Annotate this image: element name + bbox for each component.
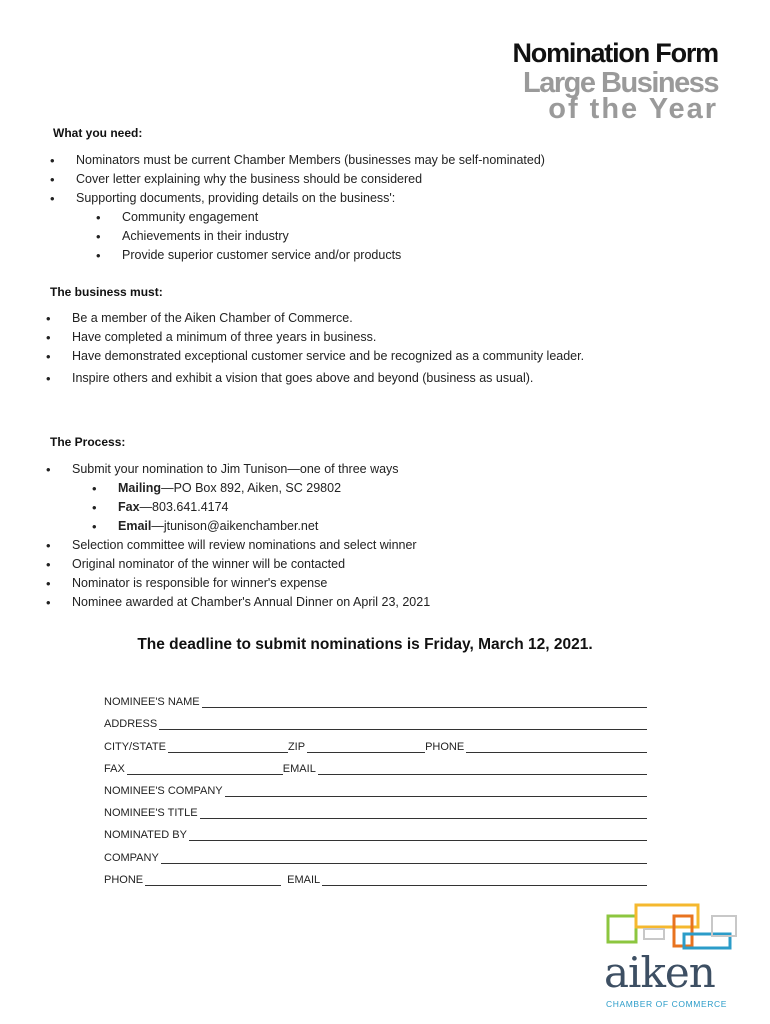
nominee-title-row — [104, 797, 647, 819]
list-item: • Nominator is responsible for winner's expense — [46, 574, 666, 593]
city-state-label: CITY/STATE — [104, 740, 166, 753]
way-label: Mailing — [118, 481, 162, 495]
list-item-text: Submit your nomination to Jim Tunison—one of three ways — [72, 462, 399, 476]
phone-field[interactable] — [466, 741, 647, 753]
email-field[interactable] — [318, 763, 647, 775]
address-row — [104, 708, 647, 730]
nominee-company-label: NOMINEE'S COMPANY — [104, 784, 223, 797]
nominated-by-field[interactable] — [189, 829, 647, 841]
company-label: COMPANY — [104, 851, 159, 864]
business-must-heading: The business must: — [50, 285, 163, 299]
what-you-need-heading: What you need: — [53, 126, 143, 140]
address-field[interactable] — [159, 718, 647, 730]
list-item-text: Supporting documents, providing details on the business': — [76, 191, 396, 205]
list-item: • Have completed a minimum of three years in business. — [46, 328, 616, 347]
list-item: • Nominee awarded at Chamber's Annual Dinner on April 23, 2021 — [46, 593, 666, 612]
nominee-name-row — [104, 686, 647, 708]
nominated-by-row — [104, 819, 647, 841]
list-item: • Have demonstrated exceptional customer service and be recognized as a community leader. — [46, 347, 616, 366]
sub-list-item: • Achievements in their industry — [96, 227, 670, 246]
fax-label: FAX — [104, 762, 125, 775]
email-label: EMAIL — [282, 762, 316, 775]
title-block — [512, 38, 719, 125]
way-value: —PO Box 892, Aiken, SC 29802 — [161, 481, 342, 495]
nominee-title-field[interactable] — [200, 807, 647, 819]
sub-list-item-email — [92, 517, 666, 536]
list-item: • Inspire others and exhibit a vision that goes above and beyond (business as usual). — [46, 369, 616, 388]
sub-list-item-fax — [92, 498, 666, 517]
nominated-by-label: NOMINATED BY — [104, 829, 187, 842]
nominee-title-label: NOMINEE'S TITLE — [104, 807, 198, 820]
way-label: Email — [118, 519, 152, 533]
list-item: • Selection committee will review nominations and select winner — [46, 536, 666, 555]
list-item — [50, 189, 670, 265]
logo-tagline: CHAMBER OF COMMERCE — [606, 999, 727, 1009]
company-row — [104, 841, 647, 863]
way-label: Fax — [118, 500, 140, 514]
list-item: • Cover letter explaining why the business should be considered — [50, 170, 670, 189]
list-item — [46, 460, 666, 536]
phone-email-row — [104, 864, 647, 886]
phone-label: PHONE — [425, 740, 465, 753]
fax-email-row — [104, 753, 647, 775]
award-name-line2: of the Year — [548, 93, 718, 125]
nominator-phone-field[interactable] — [145, 874, 281, 886]
supporting-docs-sublist — [76, 208, 670, 265]
what-you-need-list — [50, 151, 670, 265]
nomination-fields — [104, 686, 647, 886]
sub-list-item: • Community engagement — [96, 208, 670, 227]
way-value: —803.641.4174 — [139, 500, 229, 514]
nominator-phone-label: PHONE — [104, 873, 144, 886]
logo-wordmark: aiken — [604, 948, 715, 997]
nominee-name-label: NOMINEE'S NAME — [104, 696, 200, 709]
process-heading: The Process: — [50, 435, 126, 449]
list-item: • Nominators must be current Chamber Members (businesses may be self-nominated) — [50, 151, 670, 170]
deadline-statement: The deadline to submit nominations is Friday, March 12, 2021. — [137, 636, 593, 653]
form-title: Nomination Form — [512, 38, 718, 68]
sub-list-item: • Provide superior customer service and/or products — [96, 246, 670, 265]
fax-field[interactable] — [127, 763, 283, 775]
process-list — [46, 460, 666, 612]
submission-ways-sublist — [72, 479, 666, 536]
address-label: ADDRESS — [104, 718, 158, 731]
nominee-company-field[interactable] — [225, 785, 647, 797]
list-item: • Original nominator of the winner will be contacted — [46, 555, 666, 574]
nominee-company-row — [104, 775, 647, 797]
nominator-email-label: EMAIL — [287, 873, 321, 886]
nominee-name-field[interactable] — [202, 696, 647, 708]
business-must-list — [46, 309, 616, 388]
award-name-line1: Large Business — [523, 67, 718, 99]
sub-list-item-mailing — [92, 479, 666, 498]
list-item: • Be a member of the Aiken Chamber of Commerce. — [46, 309, 616, 328]
city-state-field[interactable] — [168, 741, 288, 753]
company-field[interactable] — [161, 852, 647, 864]
zip-label: ZIP — [287, 740, 306, 753]
nominator-email-field[interactable] — [322, 874, 647, 886]
zip-field[interactable] — [307, 741, 425, 753]
aiken-chamber-logo — [600, 902, 742, 1014]
way-value: —jtunison@aikenchamber.net — [151, 519, 319, 533]
city-zip-phone-row — [104, 730, 647, 752]
